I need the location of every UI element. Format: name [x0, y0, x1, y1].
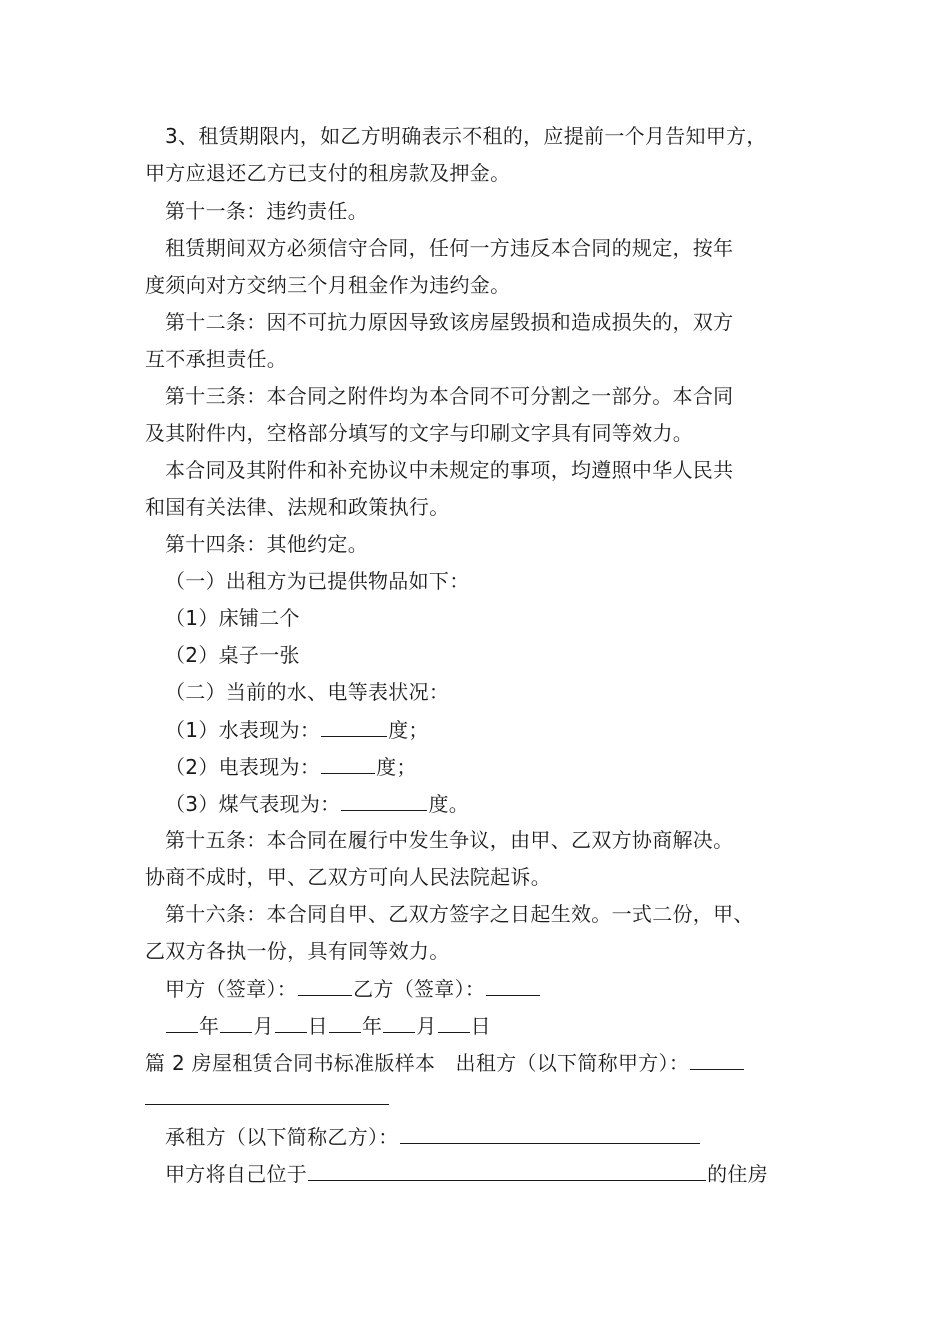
water-meter-blank[interactable]: [321, 716, 387, 737]
address-line: 甲方将自己位于 的住房: [165, 1162, 769, 1186]
list-item: （二）当前的水、电等表状况：: [165, 680, 450, 704]
list-item: （1）床铺二个: [165, 606, 300, 630]
text-line: 甲方应退还乙方已支付的租房款及押金。: [145, 161, 511, 185]
party-b-signature-blank[interactable]: [486, 975, 540, 996]
month-blank[interactable]: [383, 1012, 415, 1033]
lessee-line: 承租方（以下简称乙方）：: [165, 1123, 701, 1150]
list-item: （2）桌子一张: [165, 643, 300, 667]
text-line: 第十三条：本合同之附件均为本合同不可分割之一部分。本合同: [165, 384, 734, 408]
lessee-blank[interactable]: [400, 1123, 700, 1144]
gas-meter-blank[interactable]: [341, 790, 427, 811]
text-line: 和国有关法律、法规和政策执行。: [145, 495, 450, 519]
section-heading: 第十一条：违约责任。: [165, 199, 368, 223]
list-item: （一）出租方为已提供物品如下：: [165, 569, 470, 593]
text-line: 第十二条：因不可抗力原因导致该房屋毁损和造成损失的，双方: [165, 310, 734, 334]
day-blank[interactable]: [438, 1012, 470, 1033]
address-blank[interactable]: [308, 1160, 706, 1181]
day-blank[interactable]: [275, 1012, 307, 1033]
text-line: 乙双方各执一份，具有同等效力。: [145, 939, 450, 963]
lessor-blank[interactable]: [690, 1049, 744, 1070]
year-blank[interactable]: [166, 1012, 198, 1033]
text-line: 互不承担责任。: [145, 347, 288, 371]
gas-meter-line: （3）煤气表现为： 度。: [165, 792, 470, 816]
party-a-signature-blank[interactable]: [298, 975, 352, 996]
section-title: 篇 2 房屋租赁合同书标准版样本 出租方（以下简称甲方）：: [145, 1049, 745, 1076]
electric-meter-blank[interactable]: [321, 753, 375, 774]
text-line: 度须向对方交纳三个月租金作为违约金。: [145, 273, 511, 297]
month-blank[interactable]: [220, 1012, 252, 1033]
signature-line: 甲方（签章）： 乙方（签章）：: [165, 975, 541, 1002]
date-line: 年 月 日 年 月 日: [165, 1012, 491, 1039]
year-blank[interactable]: [329, 1012, 361, 1033]
text-line: 3、租赁期限内，如乙方明确表示不租的，应提前一个月告知甲方，: [165, 124, 767, 148]
lessor-blank-continued[interactable]: [145, 1104, 389, 1105]
text-line: 第十六条：本合同自甲、乙双方签字之日起生效。一式二份，甲、: [165, 902, 754, 926]
section-heading: 第十四条：其他约定。: [165, 532, 368, 556]
text-line: 第十五条：本合同在履行中发生争议，由甲、乙双方协商解决。: [165, 828, 734, 852]
text-line: 及其附件内，空格部分填写的文字与印刷文字具有同等效力。: [145, 421, 694, 445]
text-line: 本合同及其附件和补充协议中未规定的事项，均遵照中华人民共: [165, 458, 734, 482]
text-line: 租赁期间双方必须信守合同，任何一方违反本合同的规定，按年: [165, 236, 734, 260]
text-line: 协商不成时，甲、乙双方可向人民法院起诉。: [145, 865, 551, 889]
water-meter-line: （1）水表现为： 度；: [165, 718, 429, 742]
electric-meter-line: （2）电表现为： 度；: [165, 755, 417, 779]
